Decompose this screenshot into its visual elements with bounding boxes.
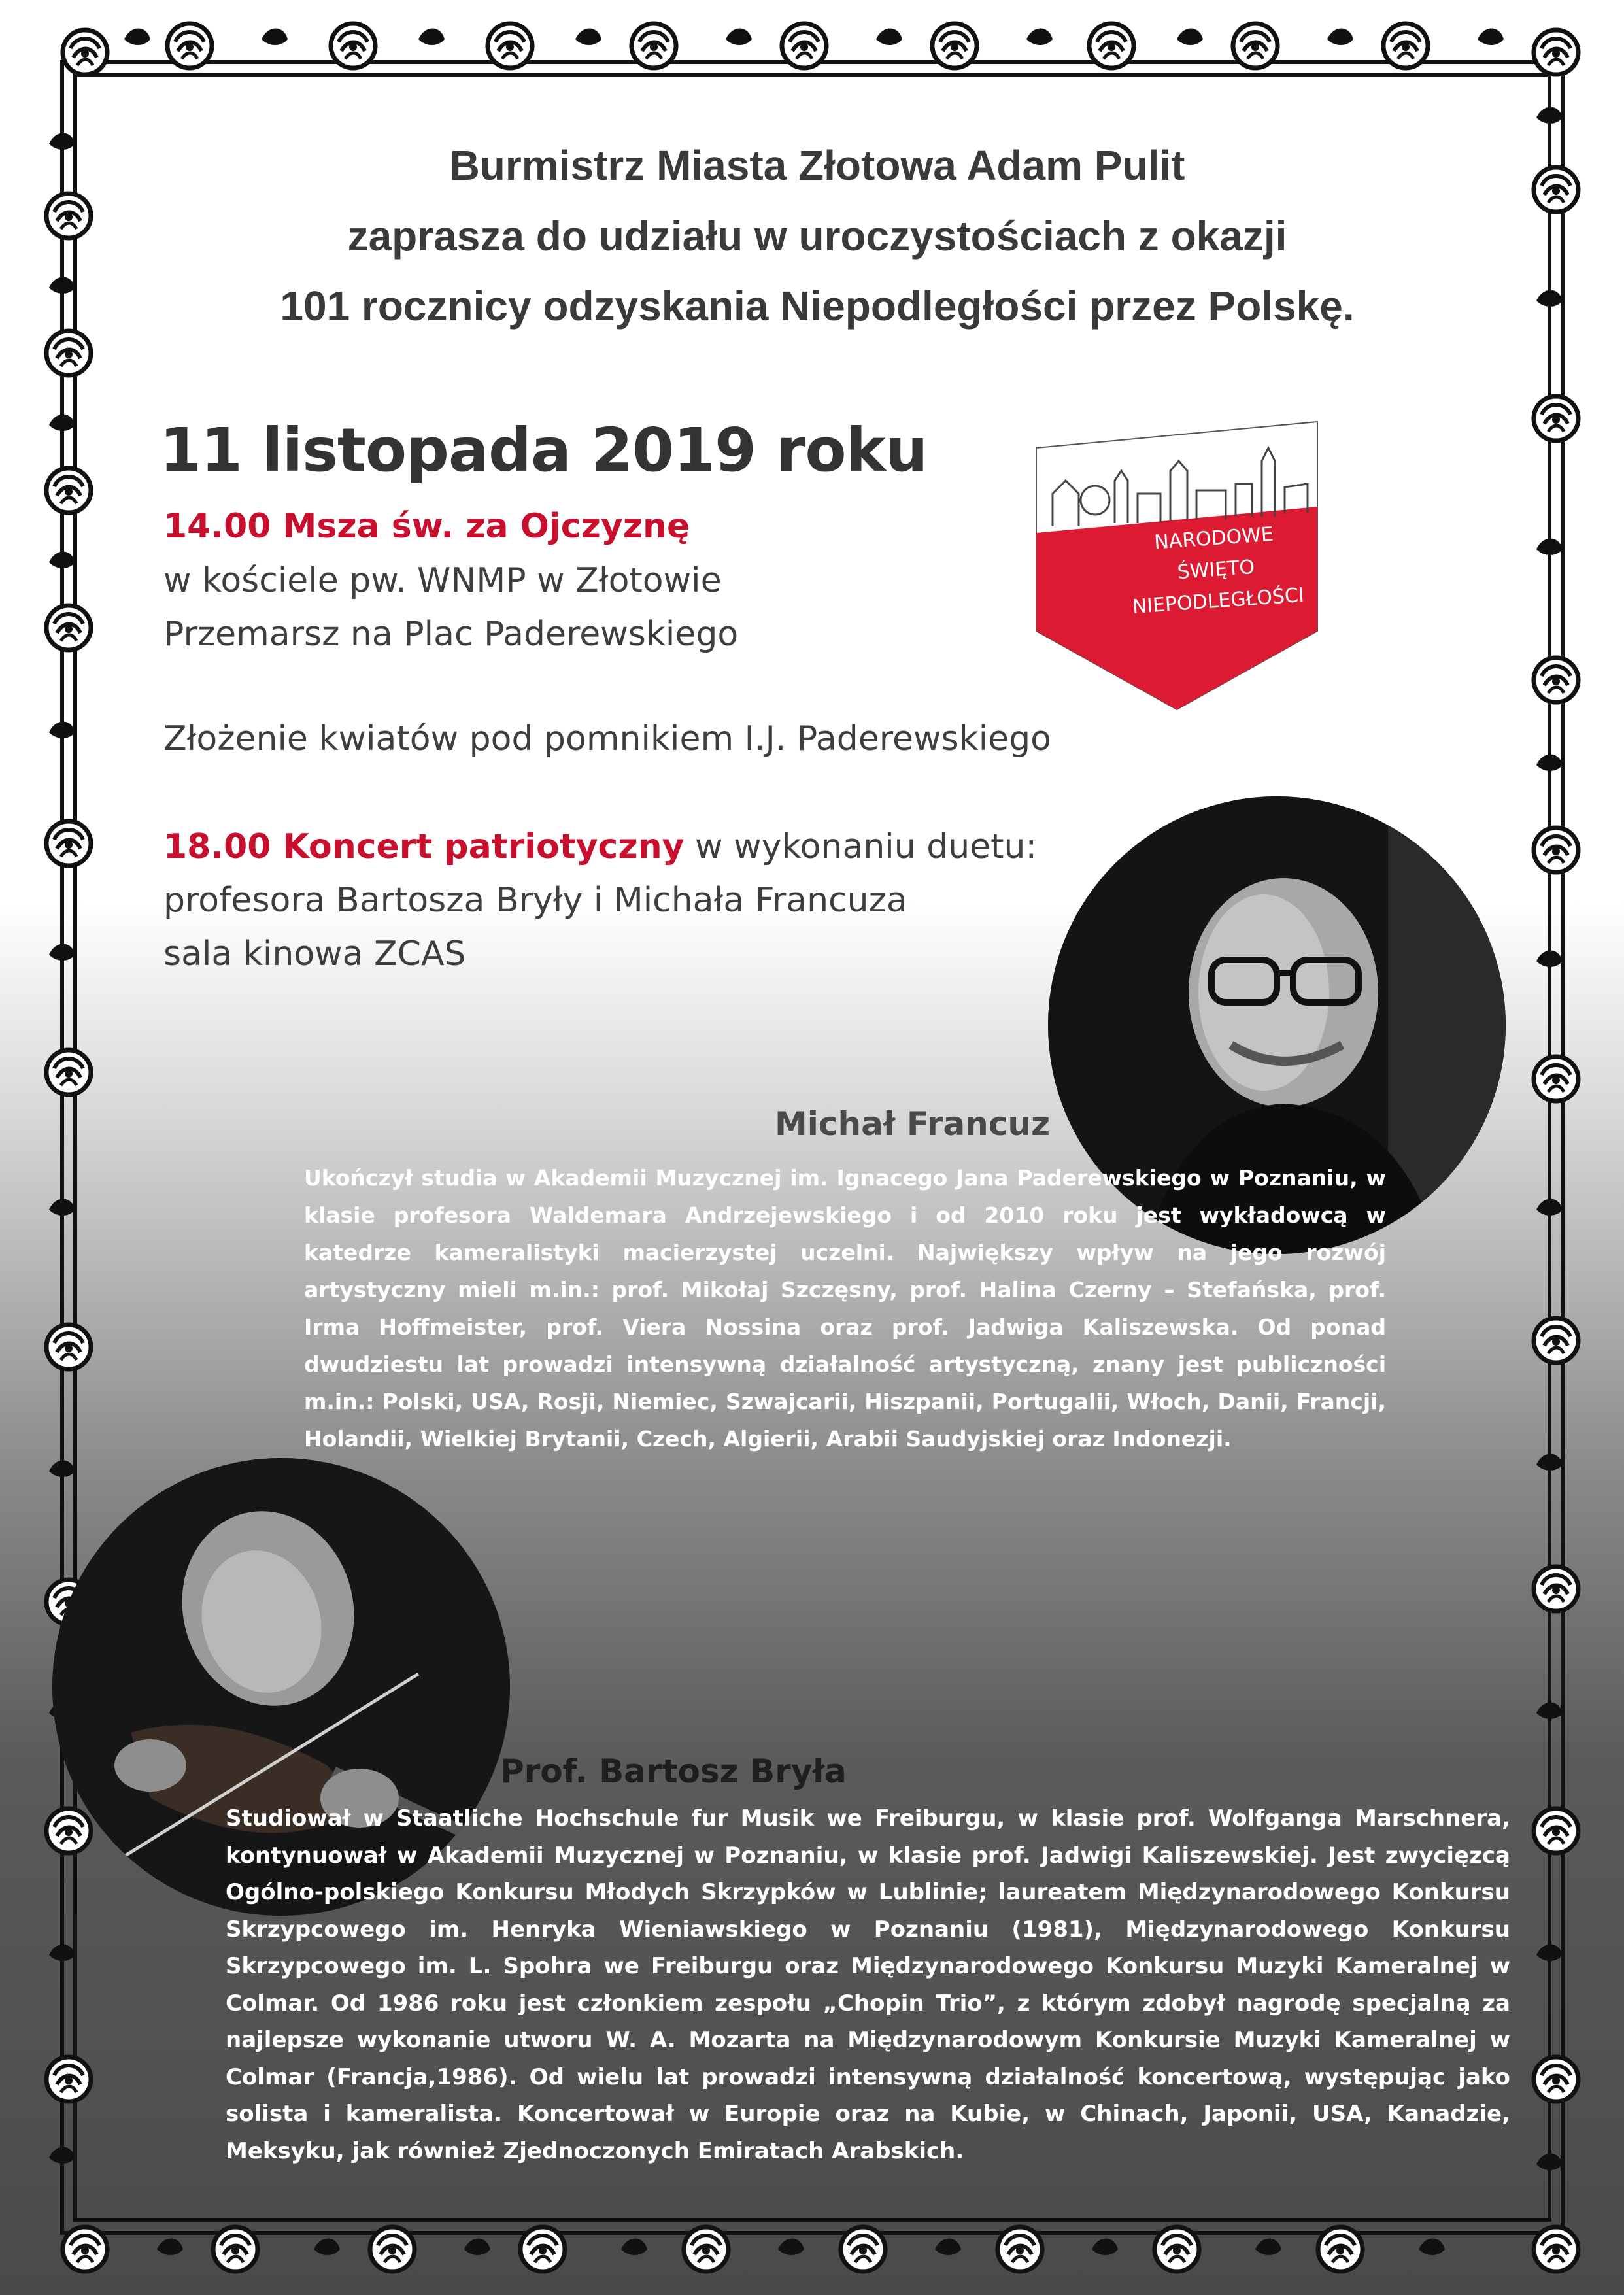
march-info: Przemarsz na Plac Paderewskiego <box>163 615 739 654</box>
artist2-name: Prof. Bartosz Bryła <box>500 1752 847 1790</box>
event-date: 11 listopada 2019 roku <box>160 415 928 485</box>
concert-title: 18.00 Koncert patriotyczny <box>163 827 685 866</box>
organizer-heading: Burmistrz Miasta Złotowa Adam Pulit <box>449 142 1185 189</box>
mass-place: w kościele pw. WNMP w Złotowie <box>163 561 722 600</box>
artist2-bio: Studiował w Staatliche Hochschule fur Musik we Freiburgu, w klasie prof. Wolfganga Marschnera, kontynuował w Akademii Muzycznej w Poznaniu, w klasie prof. Jadwigi Kaliszewskiej. Jest zwycięzcą Ogólno-polskiego Konkursu Młodych Skrzypków w Lublinie; laureatem Międzynarodowego Konkursu Skrzypcowego im. Henryka Wieniawskiego w Poznaniu (1981), Międzynarodowego Konkursu Skrzypcowego im. L. Spohra we Freiburgu oraz Międzynarodowego Konkursu Muzyki Kameralnej w Colmar. Od 1986 roku jest członkiem zespołu „Chopin Trio”, z którym zdobył nagrodę specjalną za najlepsze wykonanie utworu W. A. Mozarta na Międzynarodowym Konkursie Muzyki Kameralnej w Colmar (Francja,1986). Od wielu lat prowadzi intensywną działalność koncertową, występując jako solista i kameralista. Koncertował w Europie oraz na Kubie, w Chinach, Japonii, USA, Kanadzie, Meksyku, jak również Zjednoczonych Emiratach Arabskich. <box>226 1805 1510 2164</box>
artist1-name: Michał Francuz <box>775 1105 1051 1143</box>
logo-text <box>1108 516 1323 624</box>
artist1-bio: Ukończył studia w Akademii Muzycznej im. Ignacego Jana Paderewskiego w Poznaniu, w klasie profesora Waldemara Andrzejewskiego i od 2010 roku jest wykładowcą w katedrze kameralistyki macierzystej uczelni. Największy wpływ na jego rozwój artystyczny mieli m.in.: prof. Mikołaj Szczęsny, prof. Halina Czerny – Stefańska, prof. Irma Hoffmeister, prof. Viera Nossina oraz prof. Jadwiga Kaliszewska. Od ponad dwudziestu lat prowadzi intensywną działalność artystyczną, znany jest publiczności m.in.: Polski, USA, Rosji, Niemiec, Szwajcarii, Hiszpanii, Portugalii, Włoch, Danii, Francji, Holandii, Wielkiej Brytanii, Czech, Algierii, Arabii Saudyjskiej oraz Indonezji. <box>304 1165 1386 1452</box>
invitation-heading: zaprasza do udziału w uroczystościach z okazji <box>347 212 1287 260</box>
logo-line-3: NIEPODLEGŁOŚCI <box>1131 583 1305 619</box>
venue-info: sala kinowa ZCAS <box>163 934 466 974</box>
flowers-info: Złożenie kwiatów pod pomnikiem I.J. Paderewskiego <box>163 719 1051 758</box>
concert-line <box>163 827 1037 866</box>
performers-info: profesora Bartosza Bryły i Michała Francuza <box>163 881 907 920</box>
concert-rest: w wykonaniu duetu: <box>684 827 1038 866</box>
logo-line-1: NARODOWE <box>1153 522 1274 554</box>
logo-line-2: ŚWIĘTO <box>1176 555 1256 585</box>
mass-title: 14.00 Msza św. za Ojczyznę <box>163 507 690 546</box>
occasion-heading: 101 rocznicy odzyskania Niepodległości przez Polskę. <box>280 282 1355 330</box>
